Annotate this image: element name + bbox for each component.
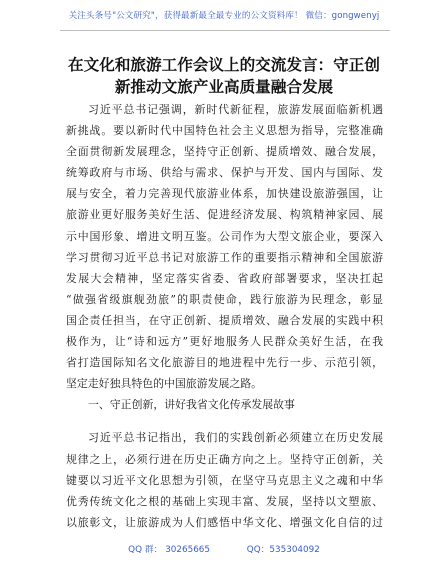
paragraph-2-line: 优秀传统文化之根的基础上实现丰富、发展，坚持以文塑旅、 [66,494,383,508]
footer-qq-group: QQ 群： 30265665 [128,545,210,555]
paragraph-1-line: 新挑战。要以新时代中国特色社会主义思想为指导，完整准确 [66,124,383,138]
paragraph-1-line: 学习贯彻习近平总书记对旅游工作的重要指示精神和全国旅游 [66,250,383,264]
document-title [40,54,408,98]
header-promo-note: 关注头条号"公文研究"，获得最新最全最专业的公文资料库！ 微信：gongwenyj [68,11,380,21]
document-body [66,99,383,533]
paragraph-2-line: 以旅彰文，让旅游成为人们感悟中华文化、增强文化自信的过 [66,515,383,529]
footer-contact [0,542,448,555]
paragraph-2-line: 规律之上，必须行进在历史正确方向之上。坚持守正创新，关 [66,452,383,466]
section-spacer [66,415,383,427]
paragraph-1-line: “做强省级旗舰劲旅”的职责使命，践行旅游为民理念，彰显 [66,292,383,306]
paragraph-2-line: 键要以习近平文化思想为引领，在坚守马克思主义之魂和中华 [66,473,383,487]
header-divider [60,30,390,31]
section-heading: 一、守正创新，讲好我省文化传承发展故事 [88,398,295,412]
title-line-2: 新推动文旅产业高质量融合发展 [114,78,334,96]
paragraph-1-line: 旅游业更好服务美好生活、促进经济发展、构筑精神家园、展 [66,208,383,222]
paragraph-1-line: 省打造国际知名文化旅游目的地进程中先行一步、示范引领， [66,356,383,370]
paragraph-1-line: 发展大会精神，坚定落实省委、省政府部署要求，坚决扛起 [66,271,383,285]
paragraph-1-line: 国企责任担当，在守正创新、提质增效、融合发展的实践中积 [66,313,383,327]
paragraph-1-line: 坚定走好独具特色的中国旅游发展之路。 [66,377,263,391]
paragraph-2-line: 习近平总书记指出，我们的实践创新必须建立在历史发展 [88,431,383,445]
footer-qq: QQ：535304092 [246,545,320,555]
paragraph-1-line: 全面贯彻新发展理念，坚持守正创新、提质增效、融合发展， [66,145,383,159]
paragraph-1-line: 展与安全，着力完善现代旅游业体系，加快建设旅游强国，让 [66,187,383,201]
paragraph-1-line: 习近平总书记强调，新时代新征程，旅游发展面临新机遇 [88,103,383,116]
paragraph-1-line: 示中国形象、增进文明互鉴。公司作为大型文旅企业，要深入 [66,229,383,243]
paragraph-1-line: 统筹政府与市场、供给与需求、保护与开发、国内与国际、发 [66,166,383,180]
paragraph-1-line: 极作为，让“诗和远方”更好地服务人民群众美好生活，在我 [66,335,383,349]
title-line-1: 在文化和旅游工作会议上的交流发言：守正创 [68,56,380,74]
